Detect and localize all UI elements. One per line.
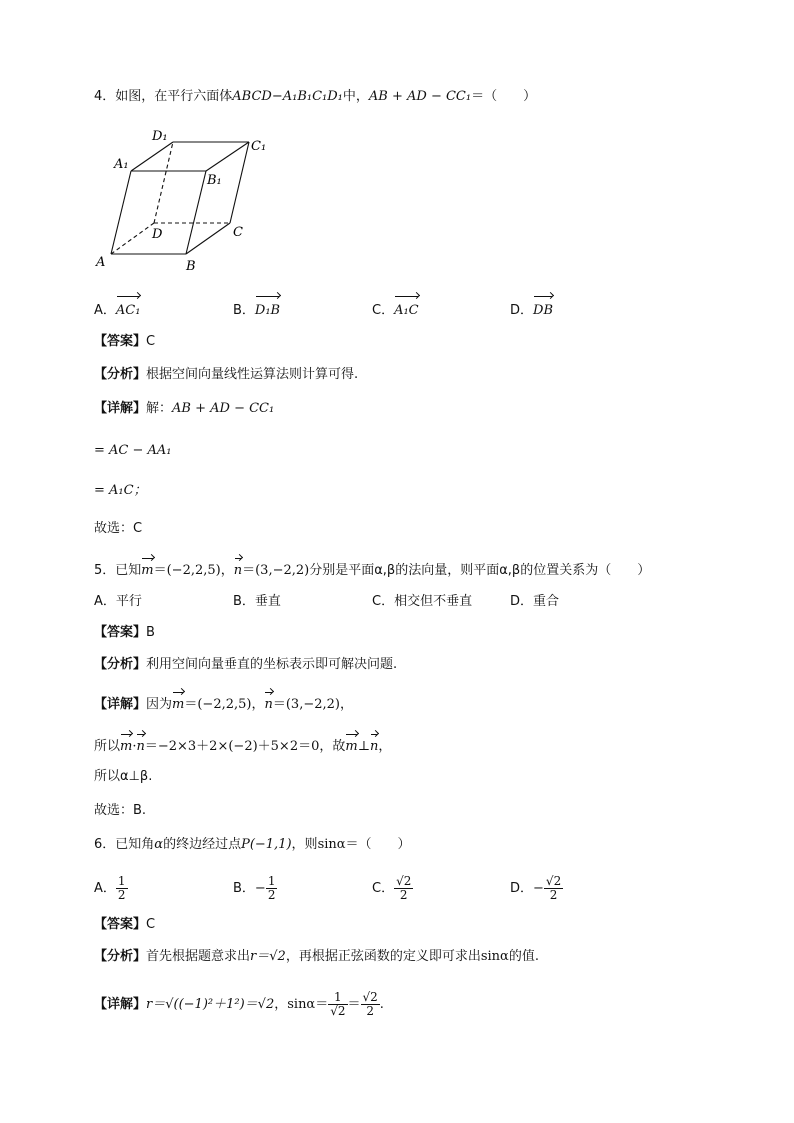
q6-option-c-key: C．: [372, 881, 395, 896]
q6-option-a-fraction: [116, 875, 128, 902]
q4-expression: AB + AD − CC₁: [368, 89, 472, 104]
q5-option-c-key: C．: [372, 594, 395, 609]
q5-detail-line2: [94, 732, 391, 756]
q6-detail-frac2-den: 2: [366, 1004, 374, 1018]
q6-option-d-sign: −: [533, 881, 544, 896]
q6-detail-frac1-num: 1: [328, 991, 347, 1005]
q4-analysis: [94, 366, 358, 384]
q4-analysis-label: 【分析】: [94, 367, 147, 382]
q4-option-c-text: A₁C: [394, 294, 419, 322]
q4-stem-suffix: ＝（ ）: [471, 89, 537, 104]
label-A: A: [96, 255, 106, 270]
q6-analysis-r: r＝√2: [250, 949, 286, 964]
q4-detail-line3: [94, 482, 147, 500]
q4-solid: ABCD−A₁B₁C₁D₁: [232, 89, 343, 104]
q5-option-b-text: 垂直: [254, 594, 281, 609]
q6-detail-fraction-1: [328, 991, 347, 1018]
q5-stem-suffix: 分别是平面α,β的法向量，则平面α,β的位置关系为（ ）: [309, 563, 651, 578]
q5-analysis-text: 利用空间向量垂直的坐标表示即可解决问题.: [146, 657, 398, 672]
q6-analysis-c: 的值.: [508, 949, 539, 964]
q6-option-d-key: D．: [510, 881, 534, 896]
q6-analysis-a: 首先根据题意求出: [146, 949, 251, 964]
q6-options: [94, 874, 694, 908]
label-D1: D₁: [152, 129, 168, 144]
q5-option-b-key: B．: [233, 594, 255, 609]
q5-line2-m-vector: m: [120, 732, 132, 756]
q4-choose-text: 故选：C: [94, 521, 143, 536]
q4-option-d-text: DB: [533, 294, 553, 322]
q6-option-b-fraction: [266, 875, 278, 902]
q6-option-a-den: 2: [117, 888, 126, 902]
q5-analysis-label: 【分析】: [94, 657, 147, 672]
q5-detail-line3: [94, 768, 152, 786]
q4-detail-line2-text: = AC − AA₁: [94, 443, 172, 458]
q4-stem-mid: 中，: [342, 89, 369, 104]
q4-option-a[interactable]: [94, 294, 140, 322]
label-A1: A₁: [114, 157, 129, 172]
label-B: B: [186, 259, 196, 274]
q5-stem-prefix: 5．已知: [94, 563, 142, 578]
q6-stem-suffix: （ ）: [358, 837, 411, 852]
q6-answer: [94, 916, 155, 934]
q6-stem-mid: 的终边经过点: [163, 837, 242, 852]
q5-line2-perp: ⊥: [357, 739, 370, 754]
q4-detail-line1: AB + AD − CC₁: [172, 401, 275, 416]
q6-option-d-den: 2: [549, 888, 558, 902]
q6-option-c-fraction: [394, 875, 413, 902]
q4-detail-prefix: 解：: [146, 401, 173, 416]
q6-detail-frac2-num: √2: [362, 990, 378, 1004]
q5-n-value: ＝(3,−2,2): [242, 563, 310, 578]
q6-option-c-den: 2: [399, 888, 408, 902]
q5-detail-m-vector: m: [172, 690, 184, 714]
q4-option-a-key: A．: [94, 303, 116, 318]
label-C1: C₁: [251, 139, 267, 154]
q6-option-c[interactable]: [372, 874, 413, 904]
q5-option-d-text: 重合: [533, 594, 560, 609]
q5-option-a-key: A．: [94, 594, 116, 609]
q5-line2-n-vector: n: [136, 732, 144, 756]
q4-detail: [94, 400, 274, 418]
q4-option-b-text: D₁B: [255, 294, 280, 322]
q4-option-a-text: AC₁: [116, 294, 141, 322]
q6-detail: [94, 988, 384, 1022]
edge-D-D1-hidden: [154, 142, 173, 223]
q4-stem-prefix: 4．如图，在平行六面体: [94, 89, 233, 104]
q6-analysis-sin: sinα: [480, 949, 509, 964]
q5-line2-end: ，: [378, 739, 392, 754]
q5-answer: [94, 624, 155, 642]
q4-detail-line2: [94, 442, 172, 460]
q6-detail-label: 【详解】: [94, 997, 147, 1012]
q4-options: [94, 294, 694, 316]
q6-answer-label: 【答案】: [94, 917, 147, 932]
q5-detail-prefix: 因为: [146, 697, 173, 712]
q6-option-b-den: 2: [267, 888, 276, 902]
q5-answer-label: 【答案】: [94, 625, 147, 640]
q5-line2-prefix: 所以: [94, 739, 121, 754]
q5-answer-value: B: [146, 625, 155, 640]
q6-option-c-num: √2: [396, 874, 412, 888]
q5-choose-text: 故选：B.: [94, 803, 147, 818]
q6-option-d-fraction: [544, 875, 563, 902]
q6-option-b-num: 1: [267, 874, 276, 888]
q5-detail: [94, 690, 353, 714]
q5-option-b[interactable]: [233, 591, 281, 613]
q4-answer: [94, 333, 155, 351]
label-D: D: [152, 227, 163, 242]
q4-option-b[interactable]: [233, 294, 280, 322]
q5-line2-n-vector-2: n: [370, 732, 378, 756]
q5-detail-n-value: ＝(3,−2,2)，: [272, 697, 353, 712]
q6-detail-eq: ＝: [347, 997, 361, 1012]
q5-detail-m-value: ＝(−2,2,5)，: [184, 697, 265, 712]
q5-line3-text: 所以α⊥β.: [94, 769, 153, 784]
q6-stem-prefix: 6．已知角: [94, 837, 155, 852]
q6-stem: [94, 836, 411, 854]
q6-option-a-num: 1: [117, 874, 126, 888]
q6-option-d-num: √2: [545, 874, 562, 888]
q6-detail-sep: ，: [274, 997, 288, 1012]
q5-detail-n-vector: n: [264, 690, 272, 714]
q4-answer-label: 【答案】: [94, 334, 147, 349]
q5-choose: [94, 802, 146, 820]
q5-option-a[interactable]: [94, 591, 142, 613]
q6-analysis-b: ，再根据正弦函数的定义即可求出: [285, 949, 481, 964]
q4-option-d-key: D．: [510, 303, 534, 318]
edge-B1-C1: [206, 142, 249, 171]
q5-option-d-key: D．: [510, 594, 534, 609]
q6-analysis: [94, 948, 539, 966]
q5-line2-dot: ·: [132, 739, 137, 754]
q5-options: [94, 591, 694, 613]
q4-option-c[interactable]: [372, 294, 419, 322]
q5-m-vector: m: [141, 556, 153, 580]
q5-m-value: ＝(−2,2,5)，: [153, 563, 234, 578]
q6-detail-end: .: [379, 997, 384, 1012]
q6-detail-frac1-den: √2: [330, 1004, 346, 1018]
q4-option-b-key: B．: [233, 303, 255, 318]
q4-detail-line3-text: = A₁C；: [94, 483, 147, 498]
q5-stem: [94, 556, 650, 580]
label-B1: B₁: [207, 173, 222, 188]
q4-option-c-key: C．: [372, 303, 395, 318]
q6-detail-r: r＝√((−1)²＋1²)＝√2: [146, 997, 275, 1012]
q4-analysis-text: 根据空间向量线性运算法则计算可得.: [146, 367, 359, 382]
q6-sin: sinα＝: [317, 837, 359, 852]
q5-line2-m-vector-2: m: [345, 732, 357, 756]
q6-option-b-key: B．: [233, 881, 255, 896]
q4-choose: [94, 520, 142, 538]
q5-n-vector: n: [234, 556, 242, 580]
q6-option-b-sign: −: [254, 881, 266, 896]
q6-answer-value: C: [146, 917, 156, 932]
edge-C-C1: [230, 142, 249, 223]
q5-option-c[interactable]: [372, 591, 472, 613]
q5-detail-label: 【详解】: [94, 697, 147, 712]
q5-line2-calc: ＝−2×3＋2×(−2)＋5×2＝0，故: [144, 739, 346, 754]
q5-option-c-text: 相交但不垂直: [394, 594, 473, 609]
q5-analysis: [94, 656, 397, 674]
q5-option-a-text: 平行: [115, 594, 142, 609]
q6-alpha: α: [154, 837, 164, 852]
q6-detail-fraction-2: [361, 991, 380, 1018]
q4-answer-value: C: [146, 334, 156, 349]
q6-option-a-key: A．: [94, 881, 116, 896]
q5-option-d[interactable]: [510, 591, 559, 613]
q6-option-d[interactable]: [510, 874, 563, 904]
q6-stem-mid2: ，则: [291, 837, 318, 852]
label-C: C: [233, 225, 243, 240]
q4-option-d[interactable]: [510, 294, 553, 322]
q4-stem: [94, 88, 536, 106]
q6-option-b[interactable]: [233, 874, 277, 904]
q6-option-a[interactable]: [94, 874, 128, 904]
q6-detail-sin: sinα＝: [287, 997, 329, 1012]
parallelepiped-figure: [90, 120, 290, 280]
q6-point: P(−1,1): [241, 837, 292, 852]
q4-detail-label: 【详解】: [94, 401, 147, 416]
q6-analysis-label: 【分析】: [94, 949, 147, 964]
